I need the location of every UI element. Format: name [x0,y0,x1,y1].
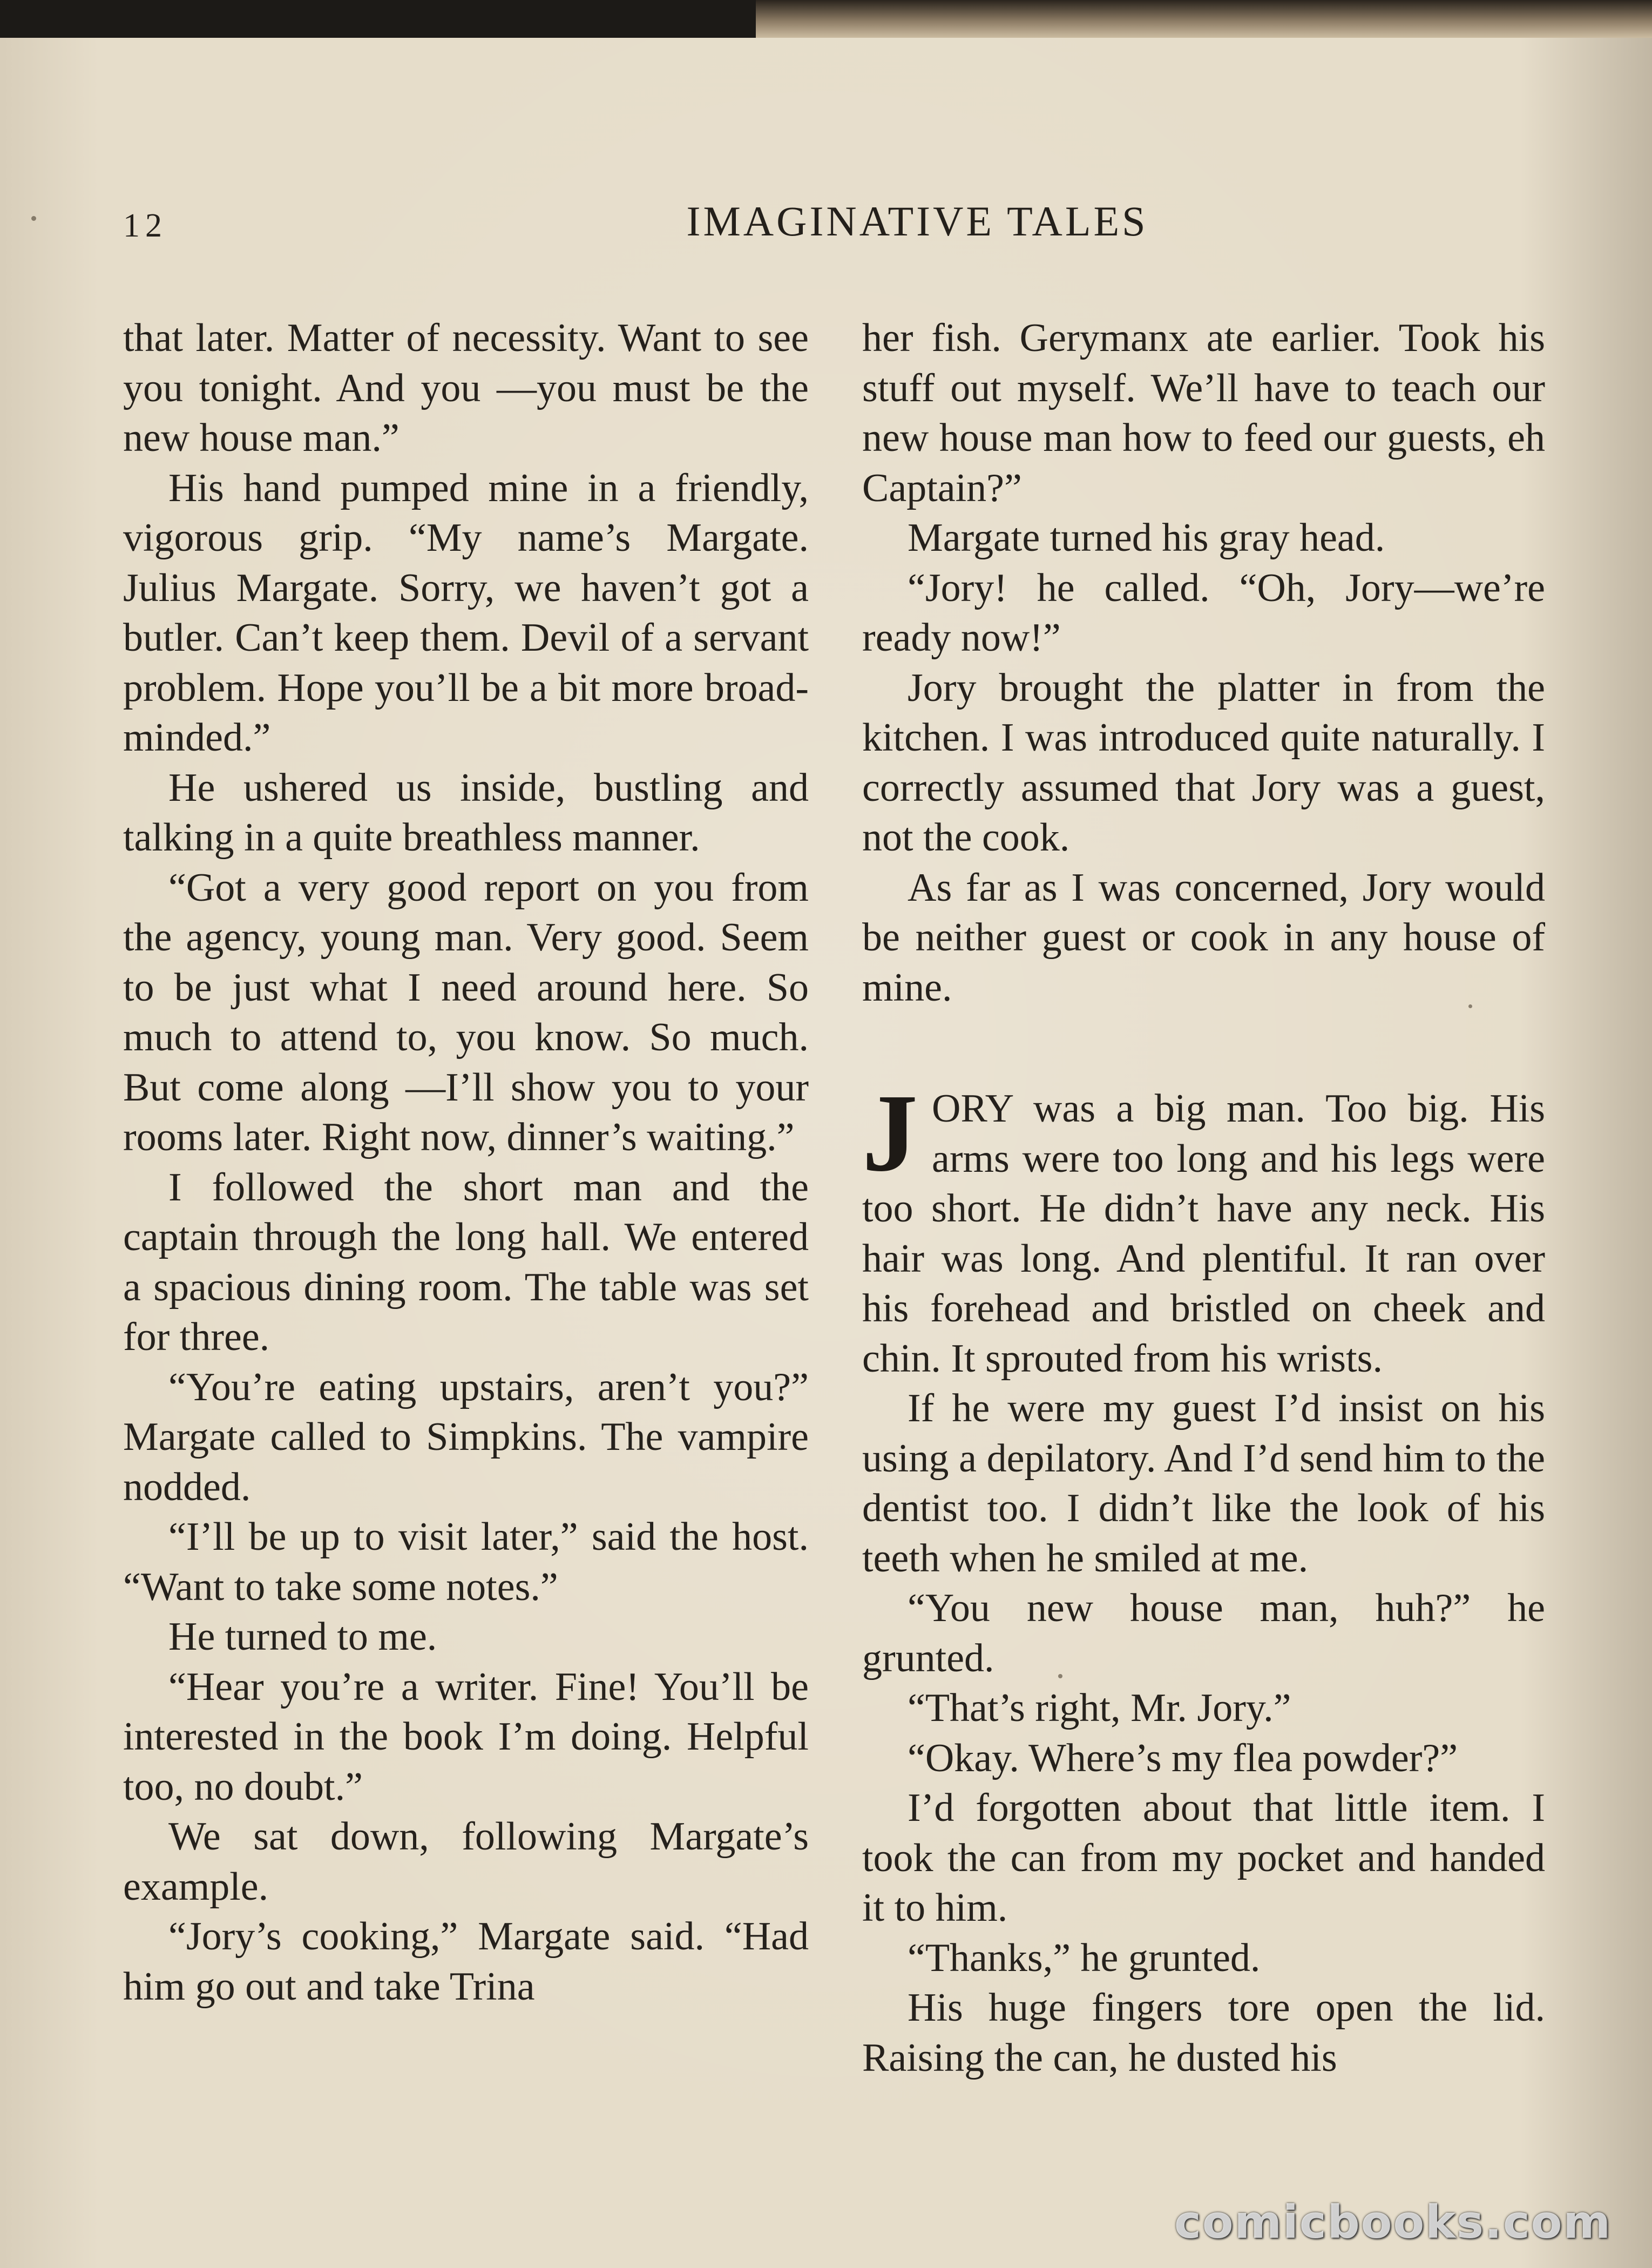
section-opening-paragraph [862,1071,1545,1383]
magazine-page [0,38,1652,2268]
drop-cap: J [862,1071,918,1194]
paragraph: “Jory’s cooking,” Margate said. “Had him go out and take Trina [123,1914,809,2009]
paragraph: He turned to me. [168,1615,437,1659]
paragraph: I’d forgotten about that little item. I took the can from my pocket and handed it to him. [862,1786,1545,1930]
ink-speck [31,216,36,221]
section-opening-text: ORY was a big man. Too big. His arms were too long and his legs were too short. He didn’t have any neck. His hair was long. And plentiful. It ran over his forehead and bristled on cheek and chin. It sprouted from his wrists. [862,1086,1545,1381]
paragraph: As far as I was concerned, Jory would be neither guest or cook in any house of mine. [862,865,1545,1010]
paragraph: “That’s right, Mr. Jory.” [908,1686,1291,1730]
page-header [123,197,1544,262]
paragraph: I followed the short man and the captain through the long hall. We entered a spacious dining room. The table was set for three. [123,1165,809,1359]
running-title: IMAGINATIVE TALES [686,198,1148,245]
paragraph: “I’ll be up to visit later,” said the host. “Want to take some notes.” [123,1515,809,1609]
paragraph: He ushered us inside, bustling and talking in a quite breathless manner. [123,765,809,860]
paragraph: “Okay. Where’s my flea powder?” [908,1736,1458,1780]
paragraph: “You new house man, huh?” he grunted. [862,1586,1545,1680]
paragraph: that later. Matter of necessity. Want to see you tonight. And you —you must be the new house man.” [123,316,809,460]
paragraph: her fish. Gerymanx ate earlier. Took his stuff out myself. We’ll have to teach our new house man how to feed our guests, eh Captain?” [862,316,1545,510]
page-number: 12 [123,207,167,244]
paragraph: “Thanks,” he grunted. [908,1935,1261,1980]
paragraph: “You’re eating upstairs, aren’t you?” Margate called to Simpkins. The vampire nodded. [123,1365,809,1509]
paragraph: Margate turned his gray head. [908,516,1385,560]
paragraph: His hand pumped mine in a friendly, vigorous grip. “My name’s Margate. Julius Margate. Sorry, we haven’t got a butler. Can’t keep them. Devil of a servant problem. Hope you’ll be a bit more broad-minded.” [123,465,809,760]
torn-page-top-edge [756,0,1652,38]
right-text-column [862,313,1545,2257]
paragraph: If he were my guest I’d insist on his using a depilatory. And I’d send him to the dentist too. I didn’t like the look of his teeth when he smiled at me. [862,1386,1545,1581]
watermark-logo: comicbooks.com [1174,2196,1612,2249]
paragraph: “Got a very good report on you from the agency, young man. Very good. Seem to be just what I need around here. So much to attend to, you know. So much. But come along —I’ll show you to your rooms later. Right now, dinner’s waiting.” [123,865,809,1159]
paragraph: His huge fingers tore open the lid. Raising the can, he dusted his [862,1986,1545,2080]
paragraph: “Jory! he called. “Oh, Jory—we’re ready now!” [862,565,1545,660]
paragraph: We sat down, following Margate’s example. [123,1814,809,1909]
paragraph: Jory brought the platter in from the kitchen. I was introduced quite naturally. I correctly assumed that Jory was a guest, not the cook. [862,665,1545,860]
left-text-column [123,313,809,2257]
paragraph: “Hear you’re a writer. Fine! You’ll be interested in the book I’m doing. Helpful too, no doubt.” [123,1664,809,1809]
